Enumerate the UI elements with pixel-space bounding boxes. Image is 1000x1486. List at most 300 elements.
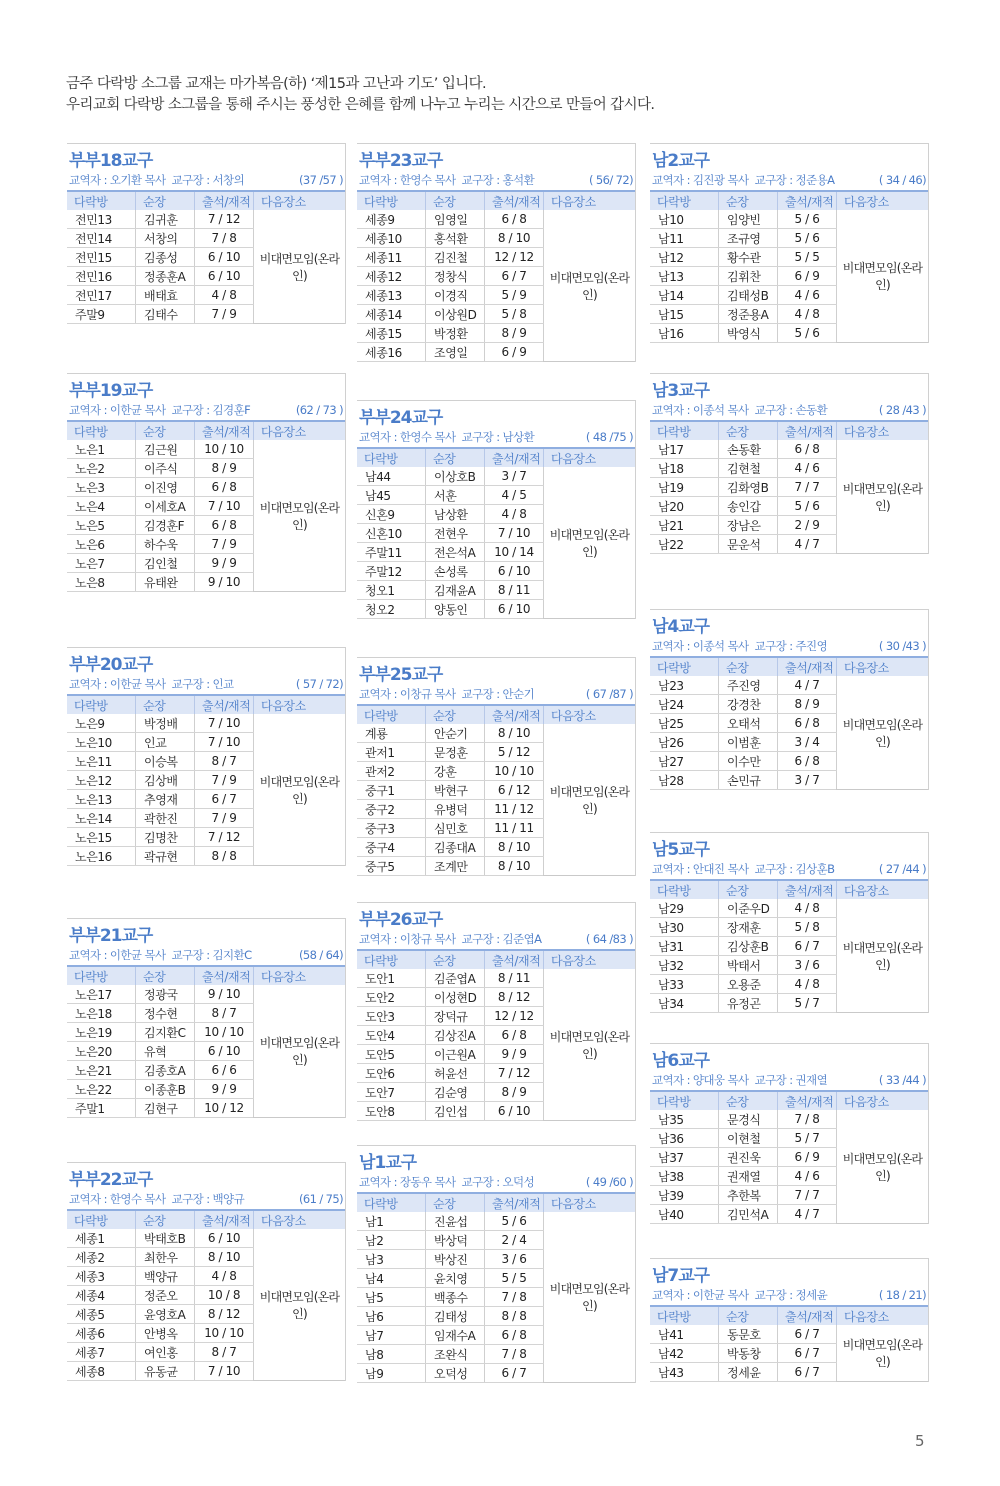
leader-cell: 손동환 xyxy=(719,440,778,459)
district-table xyxy=(650,656,928,790)
attendance-cell: 4 / 6 xyxy=(778,1167,837,1186)
attendance-cell: 5 / 6 xyxy=(485,1212,544,1231)
leader-cell: 안순기 xyxy=(426,724,485,743)
district-card xyxy=(357,902,636,1121)
attendance-cell: 8 / 12 xyxy=(485,988,544,1007)
leader-cell: 정준용A xyxy=(719,305,778,324)
leader-cell: 오태석 xyxy=(719,714,778,733)
room-cell: 노은20 xyxy=(67,1042,136,1061)
attendance-cell: 7 / 10 xyxy=(485,524,544,543)
column-header: 다락방 xyxy=(357,705,426,724)
leader-cell: 김화영B xyxy=(719,478,778,497)
district-card xyxy=(650,373,929,554)
leader-cell: 박태호B xyxy=(136,1229,195,1248)
district-pastor: 교역자 : 이종석 목사 xyxy=(652,403,749,417)
district-leader: 교구장 : 안순기 xyxy=(461,687,535,701)
attendance-cell: 7 / 12 xyxy=(195,210,254,229)
room-cell: 남1 xyxy=(357,1212,426,1231)
leader-cell: 이현철 xyxy=(719,1129,778,1148)
room-cell: 남40 xyxy=(650,1205,719,1224)
attendance-cell: 12 / 12 xyxy=(485,1007,544,1026)
attendance-cell: 4 / 8 xyxy=(485,505,544,524)
leader-cell: 곽규현 xyxy=(136,847,195,866)
attendance-cell: 5 / 6 xyxy=(778,210,837,229)
column-header: 다락방 xyxy=(67,966,136,985)
column-header: 출석/재적 xyxy=(195,191,254,210)
attendance-cell: 4 / 5 xyxy=(485,486,544,505)
leader-cell: 백양규 xyxy=(136,1267,195,1286)
room-cell: 관저2 xyxy=(357,762,426,781)
district-card xyxy=(357,143,636,362)
table-row xyxy=(357,467,635,486)
column-header: 다음장소 xyxy=(544,950,636,969)
district-meta xyxy=(650,1070,928,1090)
column-header: 출석/재적 xyxy=(485,1193,544,1212)
attendance-cell: 4 / 8 xyxy=(195,1267,254,1286)
district-card xyxy=(650,609,929,790)
column-header: 다락방 xyxy=(67,191,136,210)
attendance-cell: 8 / 12 xyxy=(195,1305,254,1324)
district-pastor: 교역자 : 한영수 목사 xyxy=(359,430,456,444)
room-cell: 청오2 xyxy=(357,600,426,619)
column-header: 다락방 xyxy=(67,1210,136,1229)
leader-cell: 유동균 xyxy=(136,1362,195,1381)
leader-cell: 김태수 xyxy=(136,305,195,324)
leader-cell: 김휘찬 xyxy=(719,267,778,286)
column-header: 다락방 xyxy=(357,448,426,467)
table-row xyxy=(650,899,928,918)
column-header: 다음장소 xyxy=(837,1306,929,1325)
room-cell: 남19 xyxy=(650,478,719,497)
column-header: 순장 xyxy=(719,1091,778,1110)
column-header: 출석/재적 xyxy=(485,448,544,467)
leader-cell: 전현우 xyxy=(426,524,485,543)
room-cell: 남42 xyxy=(650,1344,719,1363)
district-meta xyxy=(357,1172,635,1192)
attendance-cell: 5 / 7 xyxy=(778,994,837,1013)
leader-cell: 김민석A xyxy=(719,1205,778,1224)
leader-cell: 정세윤 xyxy=(719,1363,778,1382)
leader-cell: 김명찬 xyxy=(136,828,195,847)
attendance-cell: 9 / 9 xyxy=(195,1080,254,1099)
room-cell: 남18 xyxy=(650,459,719,478)
leader-cell: 이종훈B xyxy=(136,1080,195,1099)
leader-cell: 유혁 xyxy=(136,1042,195,1061)
attendance-cell: 2 / 4 xyxy=(485,1231,544,1250)
column-header: 순장 xyxy=(136,191,195,210)
leader-cell: 정준오 xyxy=(136,1286,195,1305)
room-cell: 중구2 xyxy=(357,800,426,819)
column-header: 출석/재적 xyxy=(778,657,837,676)
attendance-cell: 9 / 10 xyxy=(195,985,254,1004)
leader-cell: 조영일 xyxy=(426,343,485,362)
district-title: 부부26교구 xyxy=(359,910,443,930)
room-cell: 남30 xyxy=(650,918,719,937)
room-cell: 세종15 xyxy=(357,324,426,343)
column-header: 순장 xyxy=(719,880,778,899)
attendance-cell: 7 / 9 xyxy=(195,535,254,554)
attendance-cell: 8 / 9 xyxy=(485,324,544,343)
attendance-cell: 10 / 10 xyxy=(195,440,254,459)
room-cell: 세종8 xyxy=(67,1362,136,1381)
column-header: 다음장소 xyxy=(837,1091,929,1110)
next-place-cell: 비대면모임(온라인) xyxy=(837,899,929,1013)
column-header: 다락방 xyxy=(650,1091,719,1110)
attendance-cell: 8 / 7 xyxy=(195,1004,254,1023)
room-cell: 남9 xyxy=(357,1364,426,1383)
attendance-total: ( 57 / 72) xyxy=(295,677,343,691)
room-cell: 도안5 xyxy=(357,1045,426,1064)
attendance-cell: 5 / 5 xyxy=(485,1269,544,1288)
room-cell: 노은19 xyxy=(67,1023,136,1042)
district-pastor: 교역자 : 이종석 목사 xyxy=(652,639,749,653)
district-card xyxy=(650,1043,929,1224)
room-cell: 세종1 xyxy=(67,1229,136,1248)
district-table xyxy=(67,965,345,1118)
room-cell: 남7 xyxy=(357,1326,426,1345)
room-cell: 전민13 xyxy=(67,210,136,229)
room-cell: 남14 xyxy=(650,286,719,305)
district-meta xyxy=(67,945,345,965)
leader-cell: 박상덕 xyxy=(426,1231,485,1250)
attendance-cell: 6 / 6 xyxy=(195,1061,254,1080)
attendance-total: ( 34 / 46) xyxy=(878,173,926,187)
leader-cell: 김현철 xyxy=(719,459,778,478)
district-card xyxy=(357,1145,636,1383)
district-meta xyxy=(67,400,345,420)
district-meta xyxy=(357,684,635,704)
room-cell: 도안8 xyxy=(357,1102,426,1121)
attendance-cell: 7 / 8 xyxy=(195,229,254,248)
attendance-cell: 6 / 9 xyxy=(485,343,544,362)
attendance-cell: 6 / 7 xyxy=(485,1364,544,1383)
room-cell: 신혼10 xyxy=(357,524,426,543)
attendance-cell: 10 / 10 xyxy=(195,1324,254,1343)
district-card xyxy=(357,400,636,619)
attendance-cell: 3 / 4 xyxy=(778,733,837,752)
room-cell: 전민17 xyxy=(67,286,136,305)
next-place-cell: 비대면모임(온라인) xyxy=(837,1325,929,1382)
attendance-cell: 3 / 6 xyxy=(778,956,837,975)
leader-cell: 김지환C xyxy=(136,1023,195,1042)
leader-cell: 여인홍 xyxy=(136,1343,195,1362)
district-table xyxy=(357,949,635,1121)
attendance-cell: 8 / 8 xyxy=(485,1307,544,1326)
attendance-total: ( 18 / 21) xyxy=(878,1288,926,1302)
leader-cell: 정수현 xyxy=(136,1004,195,1023)
room-cell: 노은11 xyxy=(67,752,136,771)
district-table xyxy=(357,1192,635,1383)
leader-cell: 손성록 xyxy=(426,562,485,581)
column-header: 출석/재적 xyxy=(485,705,544,724)
district-table xyxy=(650,879,928,1013)
next-place-cell: 비대면모임(온라인) xyxy=(544,467,636,619)
column-header: 다락방 xyxy=(650,657,719,676)
room-cell: 노은5 xyxy=(67,516,136,535)
attendance-cell: 12 / 12 xyxy=(485,248,544,267)
room-cell: 남17 xyxy=(650,440,719,459)
attendance-cell: 3 / 7 xyxy=(778,771,837,790)
district-leader: 교구장 : 서창의 xyxy=(171,173,245,187)
room-cell: 남24 xyxy=(650,695,719,714)
leader-cell: 김인섭 xyxy=(426,1102,485,1121)
column-header: 다음장소 xyxy=(544,705,636,724)
attendance-cell: 9 / 9 xyxy=(195,554,254,573)
room-cell: 남25 xyxy=(650,714,719,733)
attendance-cell: 8 / 7 xyxy=(195,752,254,771)
district-meta xyxy=(357,170,635,190)
attendance-cell: 6 / 7 xyxy=(195,790,254,809)
room-cell: 노은1 xyxy=(67,440,136,459)
room-cell: 세종13 xyxy=(357,286,426,305)
room-cell: 세종16 xyxy=(357,343,426,362)
table-row xyxy=(67,985,345,1004)
leader-cell: 박영식 xyxy=(719,324,778,343)
room-cell: 남33 xyxy=(650,975,719,994)
leader-cell: 김종성 xyxy=(136,248,195,267)
district-table xyxy=(650,1305,928,1382)
room-cell: 중구1 xyxy=(357,781,426,800)
attendance-total: (37 /57 ) xyxy=(298,173,343,187)
intro-line-1: 금주 다락방 소그룹 교재는 마가복음(하) ‘제15과 고난과 기도’ 입니다. xyxy=(66,76,487,92)
column-header: 다락방 xyxy=(650,880,719,899)
leader-cell: 박정배 xyxy=(136,714,195,733)
next-place-cell: 비대면모임(온라인) xyxy=(837,1110,929,1224)
attendance-cell: 5 / 9 xyxy=(485,286,544,305)
next-place-cell: 비대면모임(온라인) xyxy=(254,440,346,592)
room-cell: 주말9 xyxy=(67,305,136,324)
attendance-cell: 5 / 8 xyxy=(485,305,544,324)
column-header: 출석/재적 xyxy=(778,1091,837,1110)
next-place-cell: 비대면모임(온라인) xyxy=(544,1212,636,1383)
attendance-cell: 3 / 6 xyxy=(485,1250,544,1269)
attendance-cell: 4 / 8 xyxy=(778,899,837,918)
leader-cell: 임영일 xyxy=(426,210,485,229)
attendance-cell: 4 / 8 xyxy=(195,286,254,305)
attendance-cell: 9 / 9 xyxy=(485,1045,544,1064)
district-card xyxy=(650,832,929,1013)
attendance-cell: 4 / 8 xyxy=(778,305,837,324)
table-row xyxy=(67,440,345,459)
district-pastor: 교역자 : 이창규 목사 xyxy=(359,687,456,701)
district-pastor: 교역자 : 한영수 목사 xyxy=(69,1192,166,1206)
table-row xyxy=(357,724,635,743)
leader-cell: 추영재 xyxy=(136,790,195,809)
attendance-cell: 7 / 7 xyxy=(778,478,837,497)
attendance-cell: 11 / 11 xyxy=(485,819,544,838)
next-place-cell: 비대면모임(온라인) xyxy=(544,724,636,876)
table-row xyxy=(650,210,928,229)
room-cell: 남29 xyxy=(650,899,719,918)
attendance-cell: 6 / 12 xyxy=(485,781,544,800)
leader-cell: 김경훈F xyxy=(136,516,195,535)
leader-cell: 김순영 xyxy=(426,1083,485,1102)
column-header: 다락방 xyxy=(67,695,136,714)
district-title: 부부20교구 xyxy=(69,655,153,675)
attendance-cell: 5 / 6 xyxy=(778,324,837,343)
room-cell: 중구5 xyxy=(357,857,426,876)
column-header: 순장 xyxy=(136,966,195,985)
table-row xyxy=(357,1212,635,1231)
leader-cell: 주진영 xyxy=(719,676,778,695)
column-header: 다음장소 xyxy=(544,448,636,467)
leader-cell: 김상훈B xyxy=(719,937,778,956)
column-header: 출석/재적 xyxy=(778,880,837,899)
leader-cell: 백종수 xyxy=(426,1288,485,1307)
leader-cell: 윤영호A xyxy=(136,1305,195,1324)
attendance-cell: 7 / 8 xyxy=(485,1345,544,1364)
attendance-cell: 6 / 10 xyxy=(195,1229,254,1248)
district-leader: 교구장 : 주진영 xyxy=(754,639,828,653)
column-header: 다락방 xyxy=(67,421,136,440)
room-cell: 남12 xyxy=(650,248,719,267)
leader-cell: 김종대A xyxy=(426,838,485,857)
leader-cell: 동문호 xyxy=(719,1325,778,1344)
attendance-cell: 5 / 12 xyxy=(485,743,544,762)
leader-cell: 허윤선 xyxy=(426,1064,485,1083)
leader-cell: 김재윤A xyxy=(426,581,485,600)
room-cell: 세종5 xyxy=(67,1305,136,1324)
column-header: 다음장소 xyxy=(254,421,346,440)
attendance-cell: 3 / 7 xyxy=(485,467,544,486)
attendance-cell: 4 / 7 xyxy=(778,1205,837,1224)
district-leader: 교구장 : 김지환C xyxy=(171,948,252,962)
district-leader: 교구장 : 권재열 xyxy=(754,1073,828,1087)
attendance-total: ( 27 /44 ) xyxy=(878,862,926,876)
district-pastor: 교역자 : 김진광 목사 xyxy=(652,173,749,187)
leader-cell: 인교 xyxy=(136,733,195,752)
attendance-total: ( 49 /60 ) xyxy=(585,1175,633,1189)
district-title: 부부25교구 xyxy=(359,665,443,685)
page-number: 5 xyxy=(915,1432,925,1450)
leader-cell: 장남은 xyxy=(719,516,778,535)
district-meta xyxy=(67,170,345,190)
leader-cell: 임양빈 xyxy=(719,210,778,229)
column-header: 다락방 xyxy=(357,950,426,969)
attendance-total: ( 67 /87 ) xyxy=(585,687,633,701)
district-meta xyxy=(650,859,928,879)
column-header: 출석/재적 xyxy=(778,1306,837,1325)
district-card xyxy=(67,143,346,324)
column-header: 다락방 xyxy=(650,421,719,440)
room-cell: 남5 xyxy=(357,1288,426,1307)
leader-cell: 김종호A xyxy=(136,1061,195,1080)
room-cell: 관저1 xyxy=(357,743,426,762)
column-header: 순장 xyxy=(136,695,195,714)
district-table xyxy=(357,190,635,362)
room-cell: 주말12 xyxy=(357,562,426,581)
column-header: 순장 xyxy=(136,1210,195,1229)
attendance-cell: 5 / 6 xyxy=(778,497,837,516)
attendance-cell: 6 / 9 xyxy=(778,1148,837,1167)
attendance-total: ( 33 /44 ) xyxy=(878,1073,926,1087)
room-cell: 남16 xyxy=(650,324,719,343)
column-header: 다음장소 xyxy=(254,1210,346,1229)
room-cell: 남26 xyxy=(650,733,719,752)
leader-cell: 김현구 xyxy=(136,1099,195,1118)
attendance-cell: 6 / 8 xyxy=(195,478,254,497)
district-title: 남1교구 xyxy=(359,1153,417,1173)
column-header: 출석/재적 xyxy=(778,191,837,210)
leader-cell: 문운석 xyxy=(719,535,778,554)
room-cell: 남22 xyxy=(650,535,719,554)
leader-cell: 박정환 xyxy=(426,324,485,343)
leader-cell: 이진영 xyxy=(136,478,195,497)
leader-cell: 손민규 xyxy=(719,771,778,790)
attendance-cell: 8 / 9 xyxy=(485,1083,544,1102)
room-cell: 노은21 xyxy=(67,1061,136,1080)
column-header: 순장 xyxy=(719,421,778,440)
leader-cell: 김상진A xyxy=(426,1026,485,1045)
district-table xyxy=(650,1090,928,1224)
room-cell: 노은2 xyxy=(67,459,136,478)
attendance-cell: 9 / 10 xyxy=(195,573,254,592)
leader-cell: 임재수A xyxy=(426,1326,485,1345)
attendance-cell: 6 / 8 xyxy=(778,440,837,459)
leader-cell: 전은석A xyxy=(426,543,485,562)
table-row xyxy=(650,1110,928,1129)
leader-cell: 진윤섭 xyxy=(426,1212,485,1231)
district-table xyxy=(67,420,345,592)
column-header: 순장 xyxy=(426,705,485,724)
district-leader: 교구장 : 김경훈F xyxy=(171,403,251,417)
room-cell: 전민15 xyxy=(67,248,136,267)
attendance-total: (62 / 73 ) xyxy=(295,403,343,417)
leader-cell: 이주식 xyxy=(136,459,195,478)
attendance-cell: 6 / 10 xyxy=(485,562,544,581)
room-cell: 남39 xyxy=(650,1186,719,1205)
room-cell: 노은9 xyxy=(67,714,136,733)
attendance-cell: 6 / 10 xyxy=(195,1042,254,1061)
district-pastor: 교역자 : 이한균 목사 xyxy=(652,1288,749,1302)
column-header: 순장 xyxy=(426,1193,485,1212)
district-pastor: 교역자 : 장동우 목사 xyxy=(359,1175,456,1189)
attendance-cell: 6 / 8 xyxy=(778,752,837,771)
leader-cell: 박현구 xyxy=(426,781,485,800)
leader-cell: 하수욱 xyxy=(136,535,195,554)
district-table xyxy=(357,704,635,876)
attendance-cell: 5 / 7 xyxy=(778,1129,837,1148)
district-card xyxy=(67,1162,346,1381)
room-cell: 남8 xyxy=(357,1345,426,1364)
attendance-cell: 8 / 10 xyxy=(485,724,544,743)
leader-cell: 권재열 xyxy=(719,1167,778,1186)
leader-cell: 김태성B xyxy=(719,286,778,305)
room-cell: 노은17 xyxy=(67,985,136,1004)
room-cell: 노은4 xyxy=(67,497,136,516)
district-meta xyxy=(650,636,928,656)
room-cell: 세종6 xyxy=(67,1324,136,1343)
next-place-cell: 비대면모임(온라인) xyxy=(254,1229,346,1381)
room-cell: 남44 xyxy=(357,467,426,486)
table-row xyxy=(650,1325,928,1344)
column-header: 다락방 xyxy=(357,1193,426,1212)
district-meta xyxy=(650,400,928,420)
column-header: 출석/재적 xyxy=(195,421,254,440)
room-cell: 남35 xyxy=(650,1110,719,1129)
district-pastor: 교역자 : 양대웅 목사 xyxy=(652,1073,749,1087)
attendance-total: ( 28 /43 ) xyxy=(878,403,926,417)
district-card xyxy=(67,918,346,1118)
leader-cell: 유정곤 xyxy=(719,994,778,1013)
column-header: 다락방 xyxy=(650,191,719,210)
district-title: 부부23교구 xyxy=(359,151,443,171)
leader-cell: 조계만 xyxy=(426,857,485,876)
leader-cell: 유병덕 xyxy=(426,800,485,819)
leader-cell: 서창의 xyxy=(136,229,195,248)
leader-cell: 심민호 xyxy=(426,819,485,838)
district-card xyxy=(67,647,346,866)
